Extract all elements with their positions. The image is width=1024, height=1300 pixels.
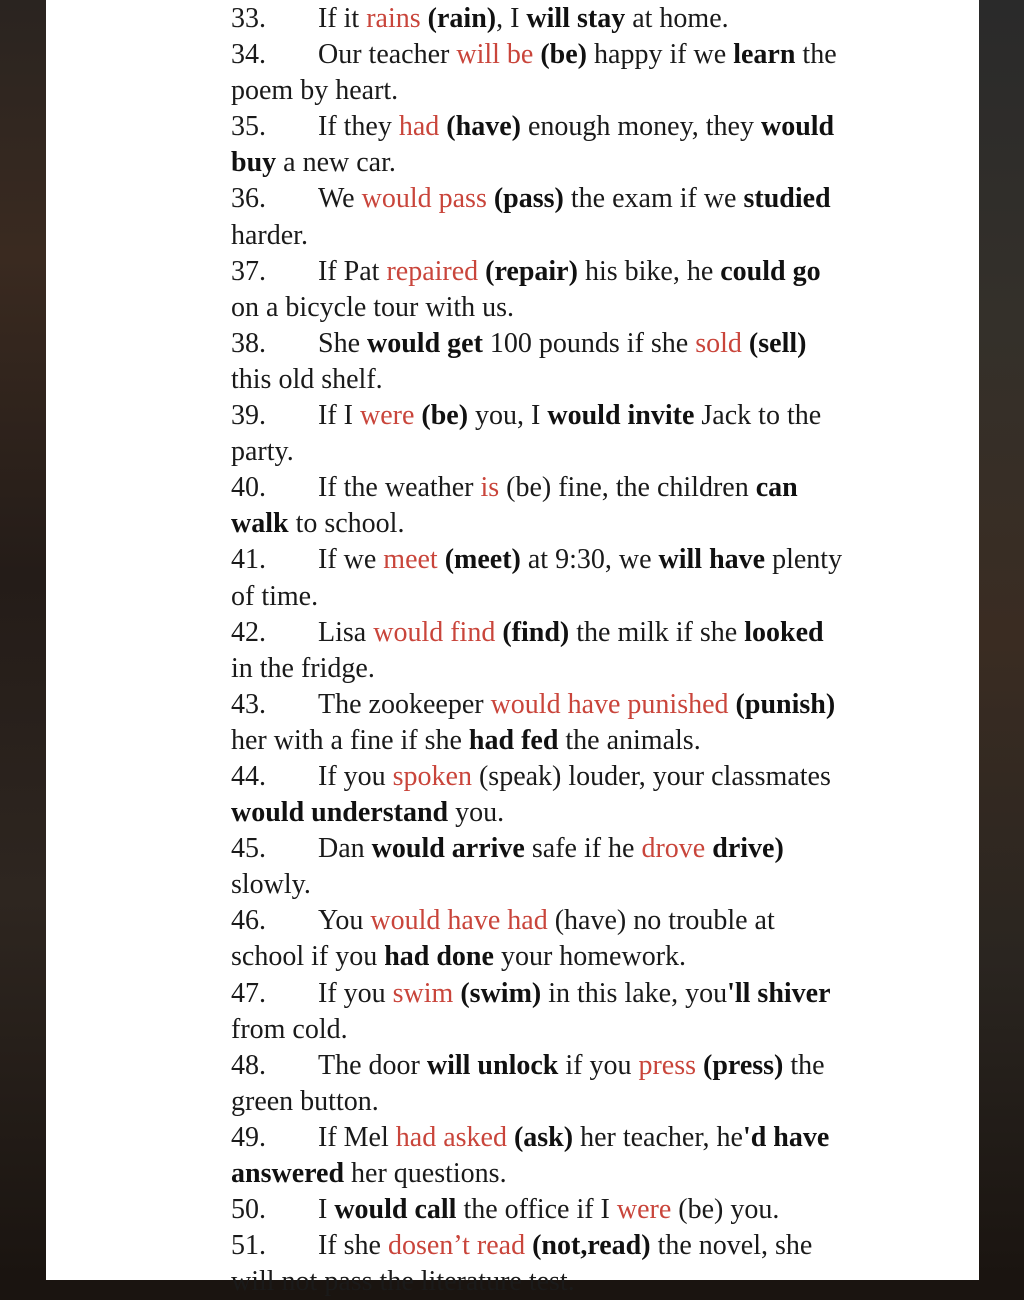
sentence-text: If she <box>318 1230 388 1262</box>
bold-verb: (meet) <box>444 544 521 576</box>
answer-text: would pass <box>361 183 487 215</box>
exercise-item <box>231 615 951 651</box>
bold-verb: (repair) <box>485 255 578 287</box>
exercise-item <box>231 326 951 362</box>
sentence-text <box>729 689 736 720</box>
answer-text: were <box>359 400 415 432</box>
item-number: 33. <box>231 3 266 34</box>
bold-verb: would <box>760 111 835 143</box>
bold-verb: had fed <box>468 724 559 756</box>
bold-verb: looked <box>744 616 824 648</box>
exercise-item <box>231 181 951 217</box>
answer-text: were <box>616 1194 672 1226</box>
sentence-text: Lisa <box>318 616 374 648</box>
exercise-item <box>231 1 951 37</box>
sentence-text: her teacher, he <box>573 1121 743 1153</box>
exercise-item <box>231 1120 951 1156</box>
answer-text: would find <box>373 616 496 648</box>
sentence-text: you, I <box>468 400 548 432</box>
sentence-text: to school. <box>288 508 405 540</box>
sentence-text: happy if we <box>587 39 734 71</box>
exercise-item-continuation <box>231 506 951 542</box>
sentence-text: from cold. <box>231 1013 348 1045</box>
sentence-text: safe if he <box>524 833 642 865</box>
exercise-item <box>231 109 951 145</box>
sentence-text: The zookeeper <box>318 688 491 720</box>
bold-verb: would understand <box>231 797 449 829</box>
exercise-item-continuation <box>231 651 951 687</box>
sentence-text: 100 pounds if she <box>482 327 696 359</box>
sentence-text <box>696 1050 703 1081</box>
sentence-text: (speak) louder, your classmates <box>471 760 831 792</box>
bold-verb: would invite <box>547 400 695 432</box>
bold-verb: drive) <box>712 833 784 865</box>
sentence-text: if you <box>558 1049 639 1081</box>
sentence-text: plenty <box>765 544 843 576</box>
item-number: 36. <box>231 183 266 215</box>
bold-verb: will unlock <box>426 1049 559 1081</box>
sentence-text: her with a fine if she <box>231 724 469 756</box>
exercise-item <box>231 398 951 434</box>
answer-text: repaired <box>386 255 479 287</box>
exercise-item-continuation <box>231 145 951 181</box>
sentence-text: Our teacher <box>318 39 457 71</box>
exercise-item <box>231 831 951 867</box>
item-number: 48. <box>231 1049 266 1081</box>
bold-verb: will have <box>658 544 766 576</box>
answer-text: had asked <box>395 1121 507 1153</box>
answer-text: sold <box>695 327 742 359</box>
exercise-item <box>231 903 951 939</box>
item-number: 41. <box>231 544 266 576</box>
bold-verb: (rain) <box>427 3 497 34</box>
sentence-text: his bike, he <box>577 255 721 287</box>
exercise-list <box>231 0 951 1300</box>
sentence-text <box>487 183 494 214</box>
bold-verb: (swim) <box>460 977 542 1009</box>
sentence-text: in this lake, you <box>541 977 728 1009</box>
bold-verb: learn <box>733 39 796 71</box>
bold-verb: (find) <box>502 616 570 648</box>
sentence-text: (have) no trouble at <box>547 905 775 937</box>
item-number: 51. <box>231 1230 266 1262</box>
exercise-item-continuation <box>231 867 951 903</box>
item-number: 40. <box>231 472 266 504</box>
sentence-text: If you <box>318 760 393 792</box>
exercise-item-continuation <box>231 1084 951 1120</box>
sentence-text <box>421 3 428 34</box>
exercise-item <box>231 687 951 723</box>
sentence-text: If we <box>318 544 384 576</box>
item-number: 46. <box>231 905 266 937</box>
sentence-text: a new car. <box>276 147 396 179</box>
bold-verb: had done <box>384 941 494 973</box>
document-page <box>46 0 979 1298</box>
bold-verb: would arrive <box>371 833 525 865</box>
bold-verb: walk <box>231 508 289 540</box>
bold-verb: studied <box>743 183 831 215</box>
sentence-text: the milk if she <box>569 616 745 648</box>
sentence-text: (be) you. <box>671 1194 780 1226</box>
exercise-item <box>231 1048 951 1084</box>
sentence-text: school if you <box>231 941 385 973</box>
item-number: 43. <box>231 688 266 720</box>
bold-verb: buy <box>231 147 277 179</box>
sentence-text: party. <box>231 436 294 468</box>
item-number: 39. <box>231 400 266 432</box>
item-number: 45. <box>231 833 266 865</box>
sentence-text: If Pat <box>318 255 387 287</box>
sentence-text: this old shelf. <box>231 363 383 395</box>
sentence-text: harder. <box>231 219 308 251</box>
answer-text: had <box>398 111 440 143</box>
sentence-text: I <box>318 1194 335 1226</box>
item-number: 50. <box>231 1194 266 1226</box>
bold-verb: answered <box>231 1158 345 1189</box>
sentence-text: the <box>783 1049 825 1081</box>
answer-text: will be <box>456 39 534 71</box>
item-number: 38. <box>231 327 266 359</box>
sentence-text: Dan <box>318 833 372 865</box>
answer-text: meet <box>383 544 438 576</box>
sentence-text <box>438 544 445 575</box>
bold-verb: will stay <box>526 3 626 34</box>
bold-verb: can <box>755 472 798 504</box>
answer-text: is <box>480 472 500 504</box>
sentence-text: green button. <box>231 1085 379 1117</box>
sentence-text: If they <box>318 111 399 143</box>
exercise-item-continuation <box>231 290 951 326</box>
bold-verb: (press) <box>703 1049 784 1081</box>
exercise-item-continuation <box>231 218 951 254</box>
sentence-text: the office if I <box>456 1194 617 1226</box>
item-number: 35. <box>231 111 266 143</box>
answer-text: spoken <box>392 760 472 792</box>
sentence-text: the <box>795 39 837 71</box>
bold-verb: (punish) <box>735 688 836 720</box>
item-number: 37. <box>231 255 266 287</box>
sentence-text: If Mel <box>318 1121 396 1153</box>
answer-text: swim <box>392 977 454 1009</box>
sentence-text: If I <box>318 400 360 432</box>
sentence-text: We <box>318 183 362 215</box>
sentence-text: the animals. <box>558 724 701 756</box>
sentence-text: , I <box>496 3 527 34</box>
bold-verb: (be) <box>421 400 469 432</box>
sentence-text: The door <box>318 1049 427 1081</box>
answer-text: would have punished <box>490 688 729 720</box>
bold-verb: would get <box>367 327 483 359</box>
exercise-item <box>231 37 951 73</box>
exercise-item <box>231 759 951 795</box>
exercise-item <box>231 976 951 1012</box>
answer-text: rains <box>366 3 421 34</box>
answer-text: would have had <box>370 905 548 937</box>
exercise-item-continuation <box>231 939 951 975</box>
bold-verb: 'd have <box>742 1121 830 1153</box>
exercise-item <box>231 542 951 578</box>
sentence-text: (be) fine, the children <box>499 472 756 504</box>
exercise-item-continuation <box>231 362 951 398</box>
sentence-text <box>507 1122 514 1153</box>
item-number: 34. <box>231 39 266 71</box>
answer-text: dosen’t read <box>387 1230 526 1262</box>
sentence-text: at home. <box>625 3 729 34</box>
bold-verb: (be) <box>540 39 588 71</box>
bold-verb: (not,read) <box>532 1230 651 1262</box>
answer-text: drove <box>641 833 706 865</box>
exercise-item-continuation <box>231 73 951 109</box>
exercise-item-continuation <box>231 434 951 470</box>
sentence-text <box>742 328 749 359</box>
answer-text: press <box>638 1049 696 1081</box>
sentence-text: your homework. <box>493 941 687 973</box>
sentence-text: If it <box>318 3 367 34</box>
item-number: 42. <box>231 616 266 648</box>
bold-verb: (sell) <box>748 327 807 359</box>
item-number: 44. <box>231 760 266 792</box>
item-number: 49. <box>231 1121 266 1153</box>
sentence-text: in the fridge. <box>231 652 375 684</box>
sentence-text: on a bicycle tour with us. <box>231 291 515 323</box>
exercise-item-continuation <box>231 723 951 759</box>
sentence-text: you. <box>448 797 505 829</box>
exercise-item <box>231 470 951 506</box>
sentence-text: of time. <box>231 580 319 612</box>
exercise-item-continuation <box>231 1012 951 1048</box>
bold-verb: could go <box>720 255 821 287</box>
bold-verb: would call <box>334 1194 457 1226</box>
sentence-text: the exam if we <box>563 183 744 215</box>
bold-verb: (ask) <box>513 1121 574 1153</box>
sentence-text: Jack to the <box>694 400 822 432</box>
sentence-text: If the weather <box>318 472 481 504</box>
exercise-item <box>231 1228 951 1264</box>
sentence-text: She <box>318 327 367 359</box>
sentence-text: If you <box>318 977 393 1009</box>
exercise-item-continuation <box>231 579 951 615</box>
sentence-text: You <box>318 905 371 937</box>
item-number: 47. <box>231 977 266 1009</box>
sentence-text: slowly. <box>231 869 311 901</box>
sentence-text: enough money, they <box>520 111 761 143</box>
sentence-text: her questions. <box>344 1158 507 1189</box>
exercise-item-continuation <box>231 795 951 831</box>
exercise-item <box>231 1192 951 1228</box>
sentence-text: at 9:30, we <box>520 544 659 576</box>
bold-verb: (pass) <box>493 183 564 215</box>
bold-verb: 'll shiver <box>727 977 831 1009</box>
cutoff-line: will not pass the literature test. <box>231 1266 575 1298</box>
bold-verb: (have) <box>446 111 521 143</box>
sentence-text: the novel, she <box>650 1230 813 1262</box>
sentence-text: poem by heart. <box>231 75 399 107</box>
exercise-item <box>231 254 951 290</box>
exercise-item-continuation <box>231 1156 951 1192</box>
